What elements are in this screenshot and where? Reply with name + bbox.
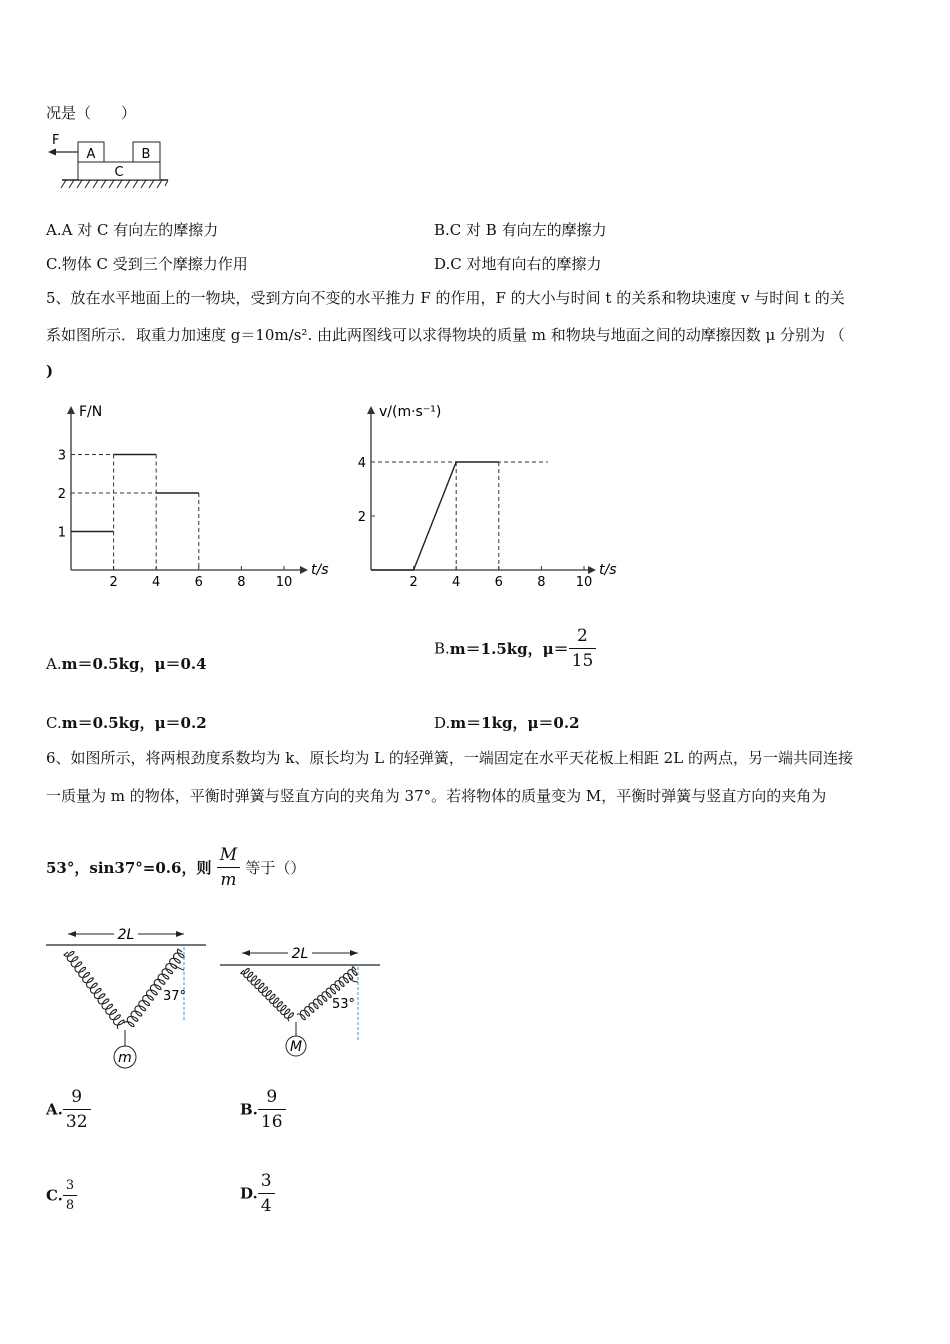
q4-option-d[interactable]: D.C 对地有向右的摩擦力 (434, 255, 602, 273)
q5-stem-line-1: 5、放在水平地面上的一物块，受到方向不变的水平推力 F 的作用，F 的大小与时间 t 的关系和物块速度 v 与时间 t 的关 (46, 289, 845, 307)
q5-option-b-fraction: $\frac{2}{15}$ (569, 626, 597, 671)
q6-option-a[interactable]: A. $\frac{9}{32}$ (46, 1087, 91, 1132)
mass-m-label: m (118, 1050, 132, 1066)
q4-question-tail: 况是（ ） (46, 104, 137, 122)
mass-ratio-fraction: $\frac{M}{m}$ (217, 845, 240, 890)
y-axis-arrow (367, 406, 375, 414)
y-tick-label: 1 (57, 525, 66, 541)
force-time-chart (40, 400, 350, 600)
q5-option-d[interactable]: D.m＝1kg，μ＝0.2 (434, 714, 580, 732)
q6-option-c[interactable]: C. $\frac{3}{8}$ (46, 1178, 77, 1213)
q6-stem-line-3: 53°，sin37°=0.6，则 $\frac{M}{m}$ 等于（） (46, 845, 306, 890)
angle-53-label: 53° (332, 997, 356, 1012)
y-tick-label: 4 (357, 456, 366, 471)
x-tick-label: 6 (194, 575, 203, 590)
q4-option-b[interactable]: B.C 对 B 有向左的摩擦力 (434, 221, 607, 239)
mass-big-m-label: M (289, 1039, 303, 1055)
block-b-label: B (141, 147, 151, 162)
x-tick-label: 10 (275, 575, 293, 590)
x-tick-label: 2 (409, 575, 418, 590)
x-tick-label: 4 (452, 575, 461, 590)
q5-option-b[interactable]: B.m＝1.5kg，μ＝ $\frac{2}{15}$ (434, 626, 596, 671)
x-axis-label: t/s (599, 562, 617, 578)
y-axis-label: v/(m·s⁻¹) (379, 404, 442, 420)
y-tick-label: 2 (357, 510, 366, 525)
x-tick-label: 6 (494, 575, 503, 590)
spring-figure-m (44, 922, 214, 1072)
y-axis-arrow (67, 406, 75, 414)
velocity-time-chart (340, 400, 650, 600)
y-tick-label: 2 (57, 487, 66, 502)
velocity-line (371, 462, 499, 570)
force-label-f: F (52, 133, 60, 148)
x-tick-label: 8 (537, 575, 546, 590)
q6-stem-line-2: 一质量为 m 的物体，平衡时弹簧与竖直方向的夹角为 37°。若将物体的质量变为 M，平衡时弹簧与竖直方向的夹角为 (46, 787, 827, 805)
svg-text:2L: 2L (291, 946, 309, 962)
x-tick-label: 8 (237, 575, 246, 590)
x-tick-label: 2 (109, 575, 118, 590)
x-tick-label: 10 (575, 575, 593, 590)
block-c-label: C (114, 165, 124, 180)
spring-figure-big-m (216, 940, 386, 1070)
x-axis-arrow (588, 566, 596, 574)
q4-blocks-figure (44, 130, 174, 196)
q6-stem-line-1: 6、如图所示，将两根劲度系数均为 k、原长均为 L 的轻弹簧，一端固定在水平天花板上相距 2L 的两点，另一端共同连接 (46, 749, 853, 767)
x-tick-label: 4 (152, 575, 161, 590)
x-axis-arrow (300, 566, 308, 574)
q5-stem-line-3: ) (46, 362, 54, 380)
svg-text:2L: 2L (117, 927, 135, 943)
y-axis-label: F/N (79, 404, 103, 420)
x-axis-label: t/s (311, 562, 329, 578)
q4-option-a[interactable]: A.A 对 C 有向左的摩擦力 (46, 221, 219, 239)
q6-option-d[interactable]: D. $\frac{3}{4}$ (240, 1171, 275, 1216)
q4-option-c[interactable]: C.物体 C 受到三个摩擦力作用 (46, 255, 248, 273)
block-a-label: A (86, 147, 96, 162)
q5-stem-line-2: 系如图所示．取重力加速度 g＝10m/s². 由此两图线可以求得物块的质量 m 和物块与地面之间的动摩擦因数 μ 分别为 （ (46, 326, 845, 344)
q5-option-c[interactable]: C.m＝0.5kg，μ＝0.2 (46, 714, 207, 732)
q5-option-a[interactable]: A.m＝0.5kg，μ＝0.4 (46, 655, 207, 673)
y-tick-label: 3 (57, 448, 66, 464)
q6-option-b[interactable]: B. $\frac{9}{16}$ (240, 1087, 286, 1132)
angle-37-label: 37° (163, 989, 187, 1004)
